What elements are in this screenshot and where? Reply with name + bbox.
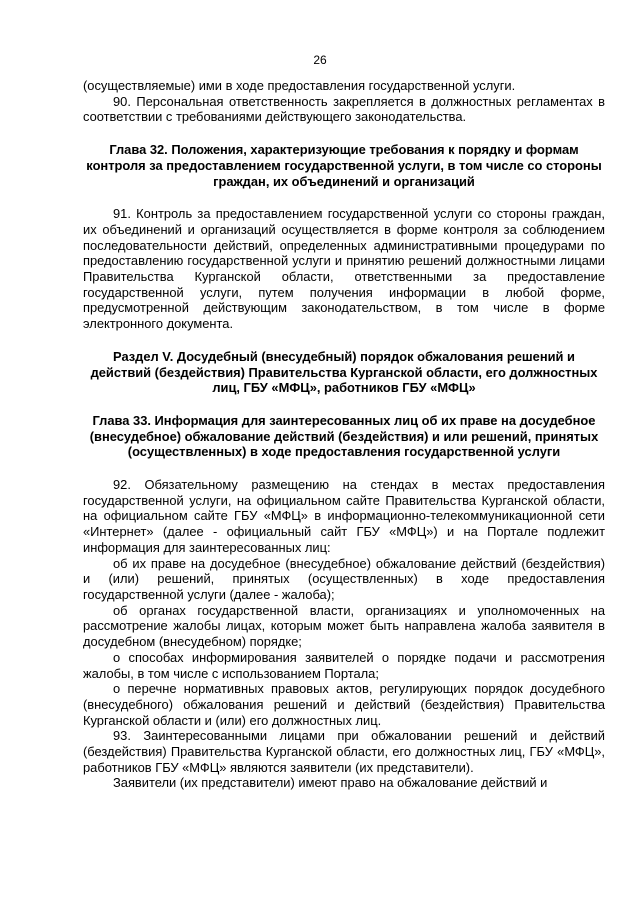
spacer xyxy=(83,396,605,413)
paragraph-91: 91. Контроль за предоставлением государственной услуги со стороны граждан, их объединений и организаций осуществляется в форме контроля за соблюдением последовательности действий, определенных административными процедурами по предоставлению государственной услуги и принятию решений должностными лицами Правительства Курганской области, ответственными за предоставление государственной услуги, путем получения информации в любой форме, предусмотренной действующим законодательством, в том числе в форме электронного документа. xyxy=(83,206,605,332)
chapter-33-heading: Глава 33. Информация для заинтересованных лиц об их праве на досудебное (внесудебное) обжалование действий (бездействия) и или решений, принятых (осуществленных) в ходе предоставления государственной услуги xyxy=(89,412,599,460)
paragraph-90: 90. Персональная ответственность закрепляется в должностных регламентах в соответствии с требованиями действующего законодательства. xyxy=(83,93,605,125)
paragraph-92-item-2: об органах государственной власти, организациях и уполномоченных на рассмотрение жалобы лицах, которым может быть направлена жалоба заявителя в досудебном (внесудебном) порядке; xyxy=(83,602,605,650)
document-body xyxy=(83,78,605,791)
paragraph-92-item-1: об их праве на досудебное (внесудебное) обжалование действий (бездействия) и (или) решений, принятых (осуществленных) в ходе предоставления государственной услуги (далее - жалоба); xyxy=(83,555,605,602)
paragraph-92-item-4: о перечне нормативных правовых актов, регулирующих порядок досудебного (внесудебного) обжалования решений и действий (бездействия) Правительства Курганской области и (или) его должностных лиц. xyxy=(83,681,605,728)
paragraph-93-continued: Заявители (их представители) имеют право на обжалование действий и xyxy=(113,775,548,791)
paragraph-continuation: (осуществляемые) ими в ходе предоставления государственной услуги. xyxy=(83,78,516,93)
spacer xyxy=(83,332,605,349)
spacer xyxy=(83,460,605,477)
page-number: 26 xyxy=(313,53,327,67)
section-5-heading: Раздел V. Досудебный (внесудебный) порядок обжалования решений и действий (бездействия) Правительства Курганской области, его должностных лиц, ГБУ «МФЦ», работников ГБУ «МФЦ» xyxy=(90,348,598,396)
spacer xyxy=(83,189,605,206)
chapter-32-heading: Глава 32. Положения, характеризующие требования к порядку и формам контроля за предоставлением государственной услуги, в том числе со стороны граждан, их объединений и организаций xyxy=(86,142,602,189)
paragraph-92: 92. Обязательному размещению на стендах в местах предоставления государственной услуги, на официальном сайте Правительства Курганской области, на официальном сайте ГБУ «МФЦ» в информационно-телекоммуникационной сети «Интернет» (далее - официальный сайт ГБУ «МФЦ») и на Портале подлежит информация для заинтересованных лиц: xyxy=(83,477,605,555)
paragraph-93: 93. Заинтересованными лицами при обжаловании решений и действий (бездействия) Правительства Курганской области, его должностных лиц, ГБУ «МФЦ», работников ГБУ «МФЦ» являются заявители (их представители). xyxy=(83,728,605,775)
spacer xyxy=(83,125,605,142)
paragraph-92-item-3: о способах информирования заявителей о порядке подачи и рассмотрения жалобы, в том числе с использованием Портала; xyxy=(83,649,605,681)
